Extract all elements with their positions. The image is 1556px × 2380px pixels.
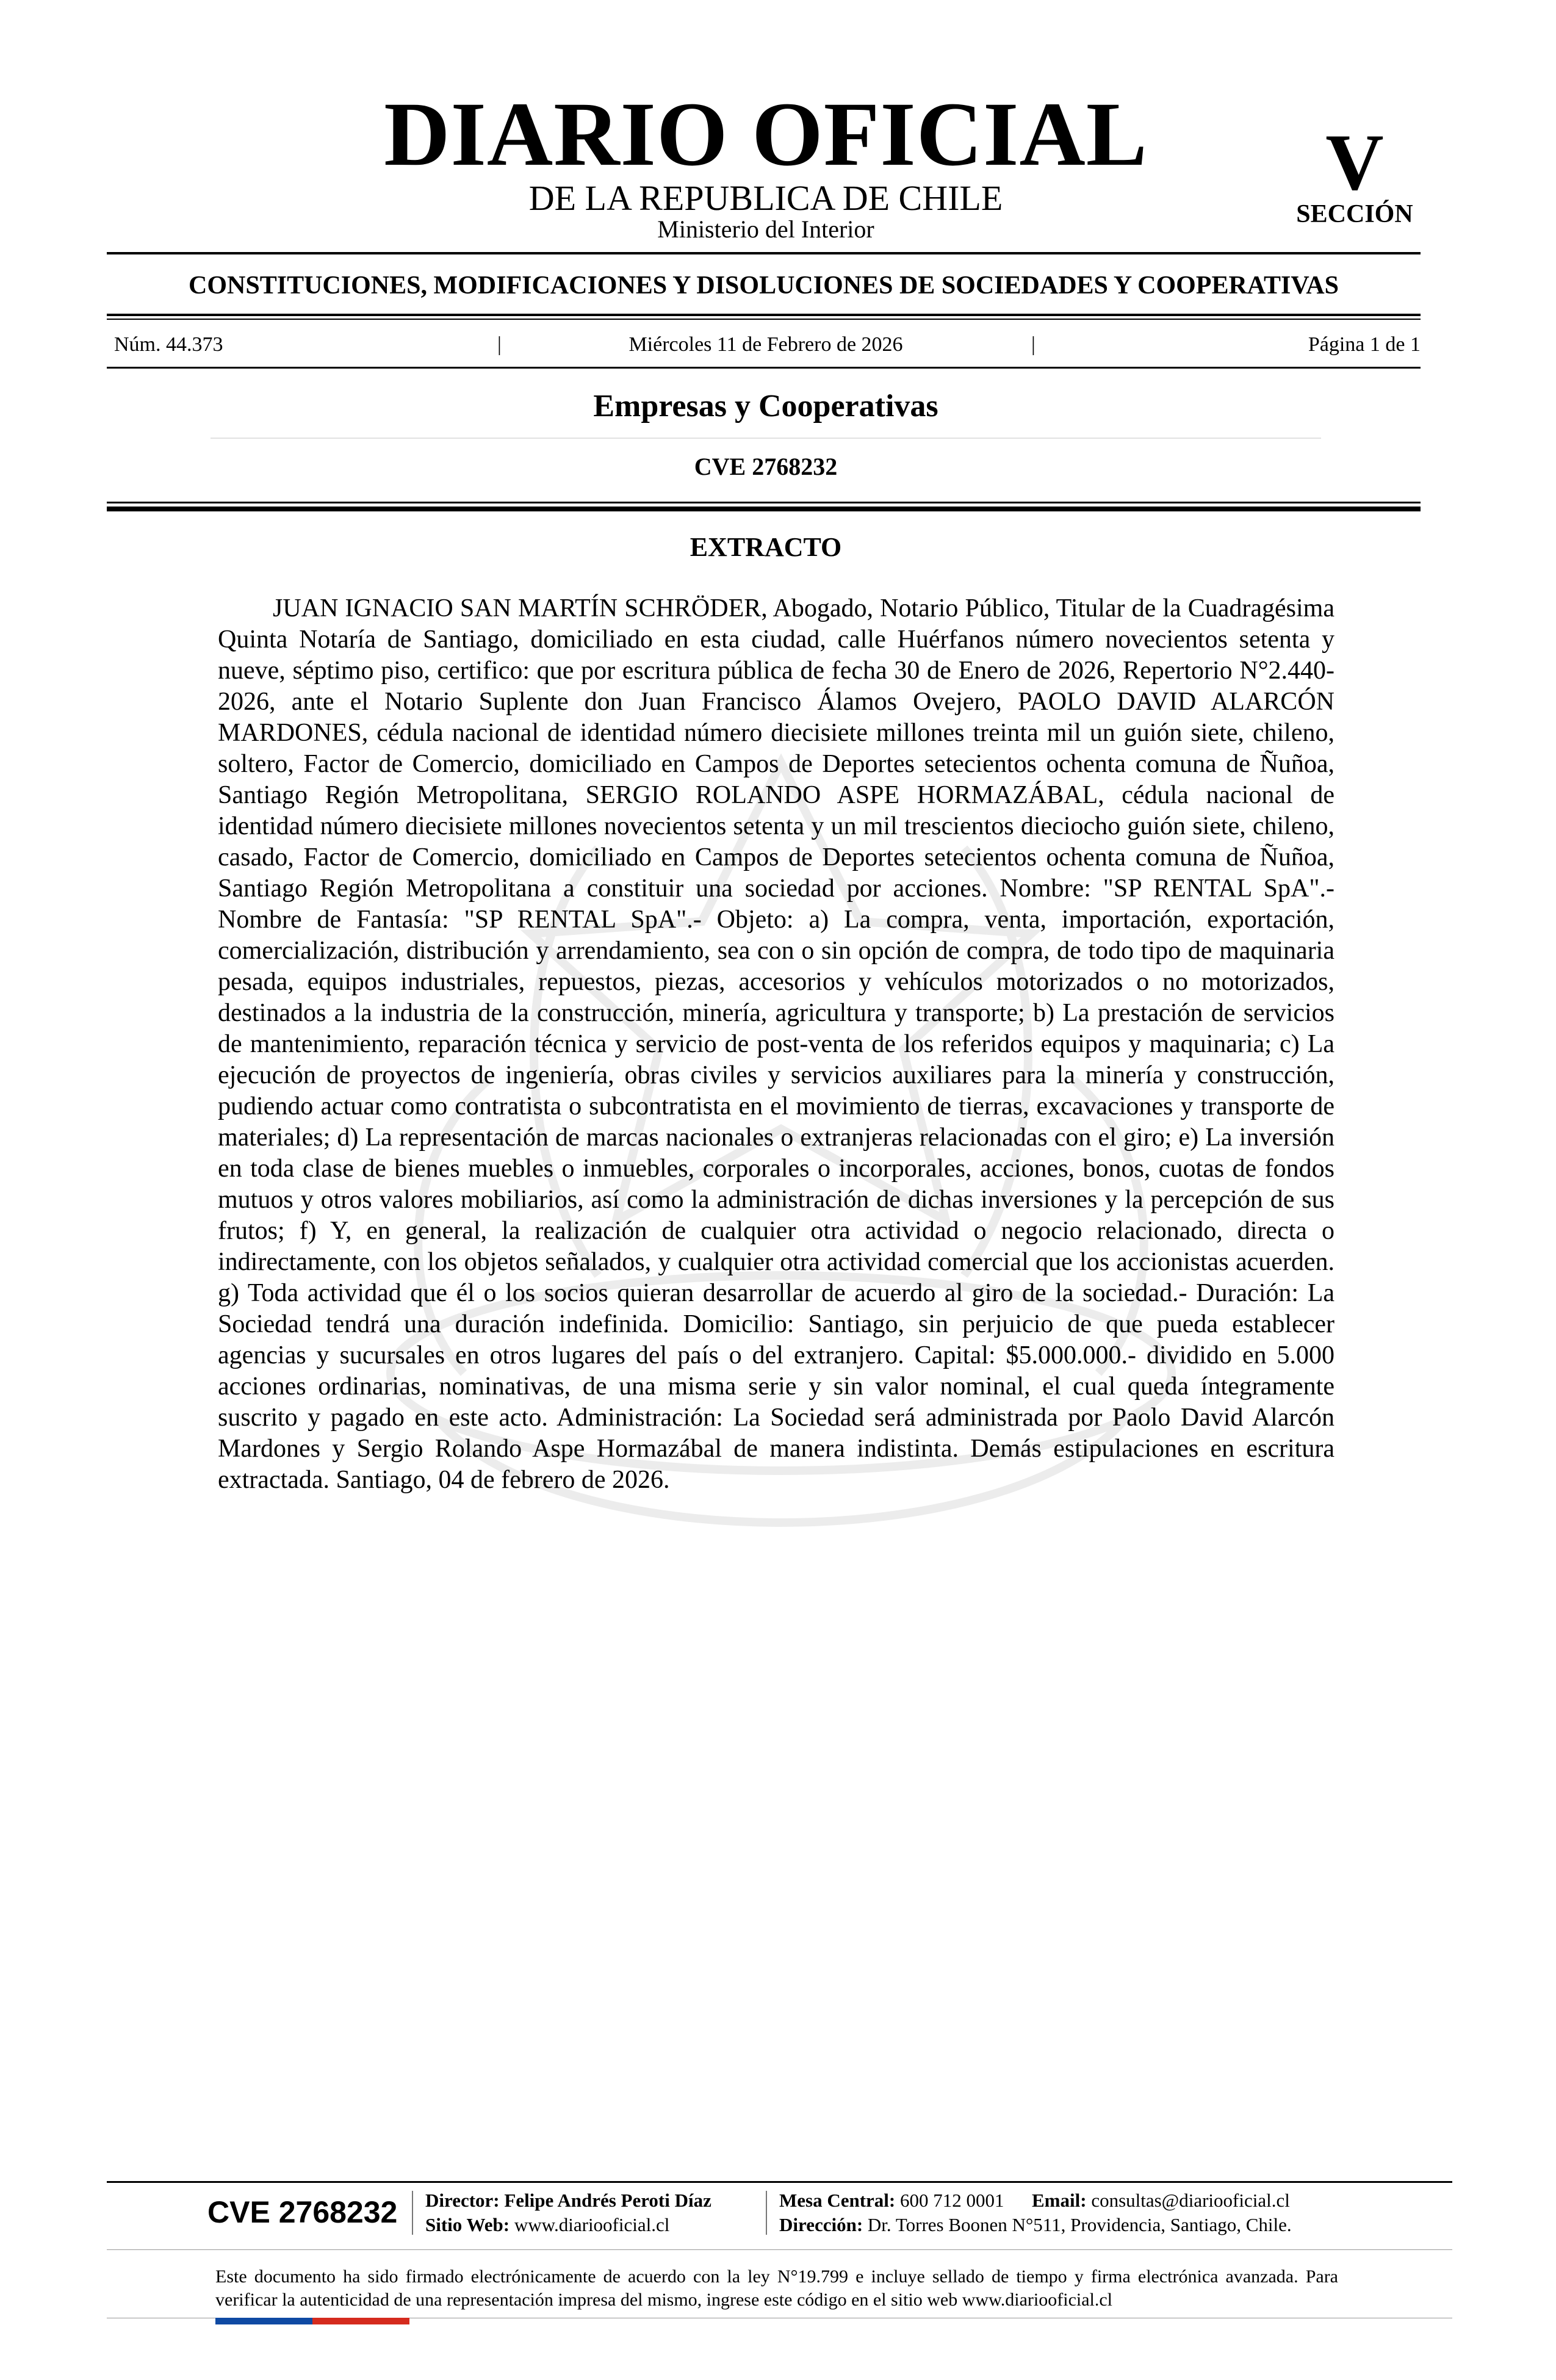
section-label: SECCIÓN bbox=[1296, 200, 1413, 228]
flag-red-segment bbox=[312, 2318, 409, 2324]
footer-website bbox=[425, 2213, 669, 2237]
flag-bar bbox=[215, 2318, 409, 2324]
website-label: Sitio Web: bbox=[425, 2214, 510, 2235]
section-band-rule-bottom bbox=[107, 319, 1421, 320]
website-link[interactable]: www.diariooficial.cl bbox=[514, 2214, 670, 2235]
footer-notice: Este documento ha sido firmado electrónicamente de acuerdo con la ley N°19.799 e incluye sellado de tiempo y firma electrónica avanzada. Para verificar la autenticidad de una representación impresa del mismo, ingrese este código en el sitio web www.diariooficial.cl bbox=[215, 2266, 1338, 2310]
address-text: Dr. Torres Boonen N°511, Providencia, Santiago, Chile. bbox=[867, 2214, 1292, 2235]
section-letter: V bbox=[1325, 117, 1384, 207]
cve-code: CVE 2768232 bbox=[694, 453, 838, 480]
footer-divider bbox=[412, 2191, 413, 2235]
footer-address bbox=[779, 2213, 1292, 2237]
masthead-title: DIARIO OFICIAL bbox=[384, 84, 1148, 185]
category-title: Empresas y Cooperativas bbox=[593, 389, 938, 424]
meta-rule bbox=[107, 367, 1421, 369]
email-label: Email: bbox=[1032, 2190, 1087, 2211]
issue-number: Núm. 44.373 bbox=[114, 333, 223, 356]
phone-number: 600 712 0001 bbox=[900, 2190, 1004, 2211]
footer-rule-mid bbox=[107, 2249, 1452, 2250]
footer-director bbox=[425, 2188, 711, 2213]
heavy-rule-top bbox=[107, 502, 1421, 503]
section-band-title: CONSTITUCIONES, MODIFICACIONES Y DISOLUCIONES DE SOCIEDADES Y COOPERATIVAS bbox=[189, 272, 1339, 300]
heavy-rule-bottom bbox=[107, 507, 1421, 511]
meta-separator: | bbox=[497, 333, 502, 356]
footer-rule-top bbox=[107, 2181, 1452, 2183]
category-underline bbox=[211, 438, 1321, 439]
page-indicator: Página 1 de 1 bbox=[1308, 333, 1421, 356]
section-band-rule-top bbox=[107, 314, 1421, 316]
extract-body: JUAN IGNACIO SAN MARTÍN SCHRÖDER, Abogado, Notario Público, Titular de la Cuadragésima Quinta Notaría de Santiago, domiciliado en esta ciudad, calle Huérfanos número novecientos setenta y nueve, séptimo piso, certifico: que por escritura pública de fecha 30 de Enero de 2026, Repertorio N°2.440-2026, ante el Notario Suplente don Juan Francisco Álamos Ovejero, PAOLO DAVID ALARCÓN MARDONES, cédula nacional de identidad número diecisiete millones treinta mil un guión siete, chileno, soltero, Factor de Comercio, domiciliado en Campos de Deportes setecientos ochenta comuna de Ñuñoa, Santiago Región Metropolitana, SERGIO ROLANDO ASPE HORMAZÁBAL, cédula nacional de identidad número diecisiete millones novecientos setenta y un mil trescientos dieciocho guión siete, chileno, casado, Factor de Comercio, domiciliado en Campos de Deportes setecientos ochenta comuna de Ñuñoa, Santiago Región Metropolitana a constituir una sociedad por acciones. Nombre: "SP RENTAL SpA".- Nombre de Fantasía: "SP RENTAL SpA".- Objeto: a) La compra, venta, importación, exportación, comercialización, distribución y arrendamiento, sea con o sin opción de compra, de todo tipo de maquinaria pesada, equipos industriales, repuestos, piezas, accesorios y vehículos motorizados o no motorizados, destinados a la industria de la construcción, minería, agricultura y transporte; b) La prestación de servicios de mantenimiento, reparación técnica y servicio de post-venta de los referidos equipos y maquinaria; c) La ejecución de proyectos de ingeniería, obras civiles y servicios auxiliares para la minería y construcción, pudiendo actuar como contratista o subcontratista en el movimiento de tierras, excavaciones y transporte de materiales; d) La representación de marcas nacionales o extranjeras relacionadas con el giro; e) La inversión en toda clase de bienes muebles o inmuebles, corporales o incorporales, acciones, bonos, cuotas de fondos mutuos y otros valores mobiliarios, así como la administración de dichas inversiones y la percepción de sus frutos; f) Y, en general, la realización de cualquier otra actividad o negocio relacionado, directa o indirectamente, con los objetos señalados, y cualquier otra actividad comercial que los accionistas acuerden. g) Toda actividad que él o los socios quieran desarrollar de acuerdo al giro de la sociedad.- Duración: La Sociedad tendrá una duración indefinida. Domicilio: Santiago, sin perjuicio de que pueda establecer agencias y sucursales en otros lugares del país o del extranjero. Capital: $5.000.000.- dividido en 5.000 acciones ordinarias, nominativas, de una misma serie y sin valor nominal, el cual queda íntegramente suscrito y pagado en este acto. Administración: La Sociedad será administrada por Paolo David Alarcón Mardones y Sergio Rolando Aspe Hormazábal de manera indistinta. Demás estipulaciones en escritura extractada. Santiago, 04 de febrero de 2026. bbox=[218, 594, 1334, 1494]
phone-label: Mesa Central: bbox=[779, 2190, 896, 2211]
footer-divider bbox=[766, 2191, 767, 2235]
director-name: Felipe Andrés Peroti Díaz bbox=[504, 2190, 711, 2211]
email-link[interactable]: consultas@diariooficial.cl bbox=[1091, 2190, 1290, 2211]
footer-cve-code: CVE 2768232 bbox=[207, 2195, 398, 2229]
director-label: Director: bbox=[425, 2190, 500, 2211]
masthead-ministry: Ministerio del Interior bbox=[657, 215, 874, 243]
flag-blue-segment bbox=[215, 2318, 312, 2324]
address-label: Dirección: bbox=[779, 2214, 863, 2235]
footer-contact bbox=[779, 2188, 1290, 2213]
meta-separator: | bbox=[1031, 333, 1036, 356]
masthead-subtitle: DE LA REPUBLICA DE CHILE bbox=[528, 178, 1003, 218]
issue-date: Miércoles 11 de Febrero de 2026 bbox=[629, 333, 903, 356]
extract-title: EXTRACTO bbox=[690, 532, 842, 562]
masthead-rule bbox=[107, 252, 1421, 254]
